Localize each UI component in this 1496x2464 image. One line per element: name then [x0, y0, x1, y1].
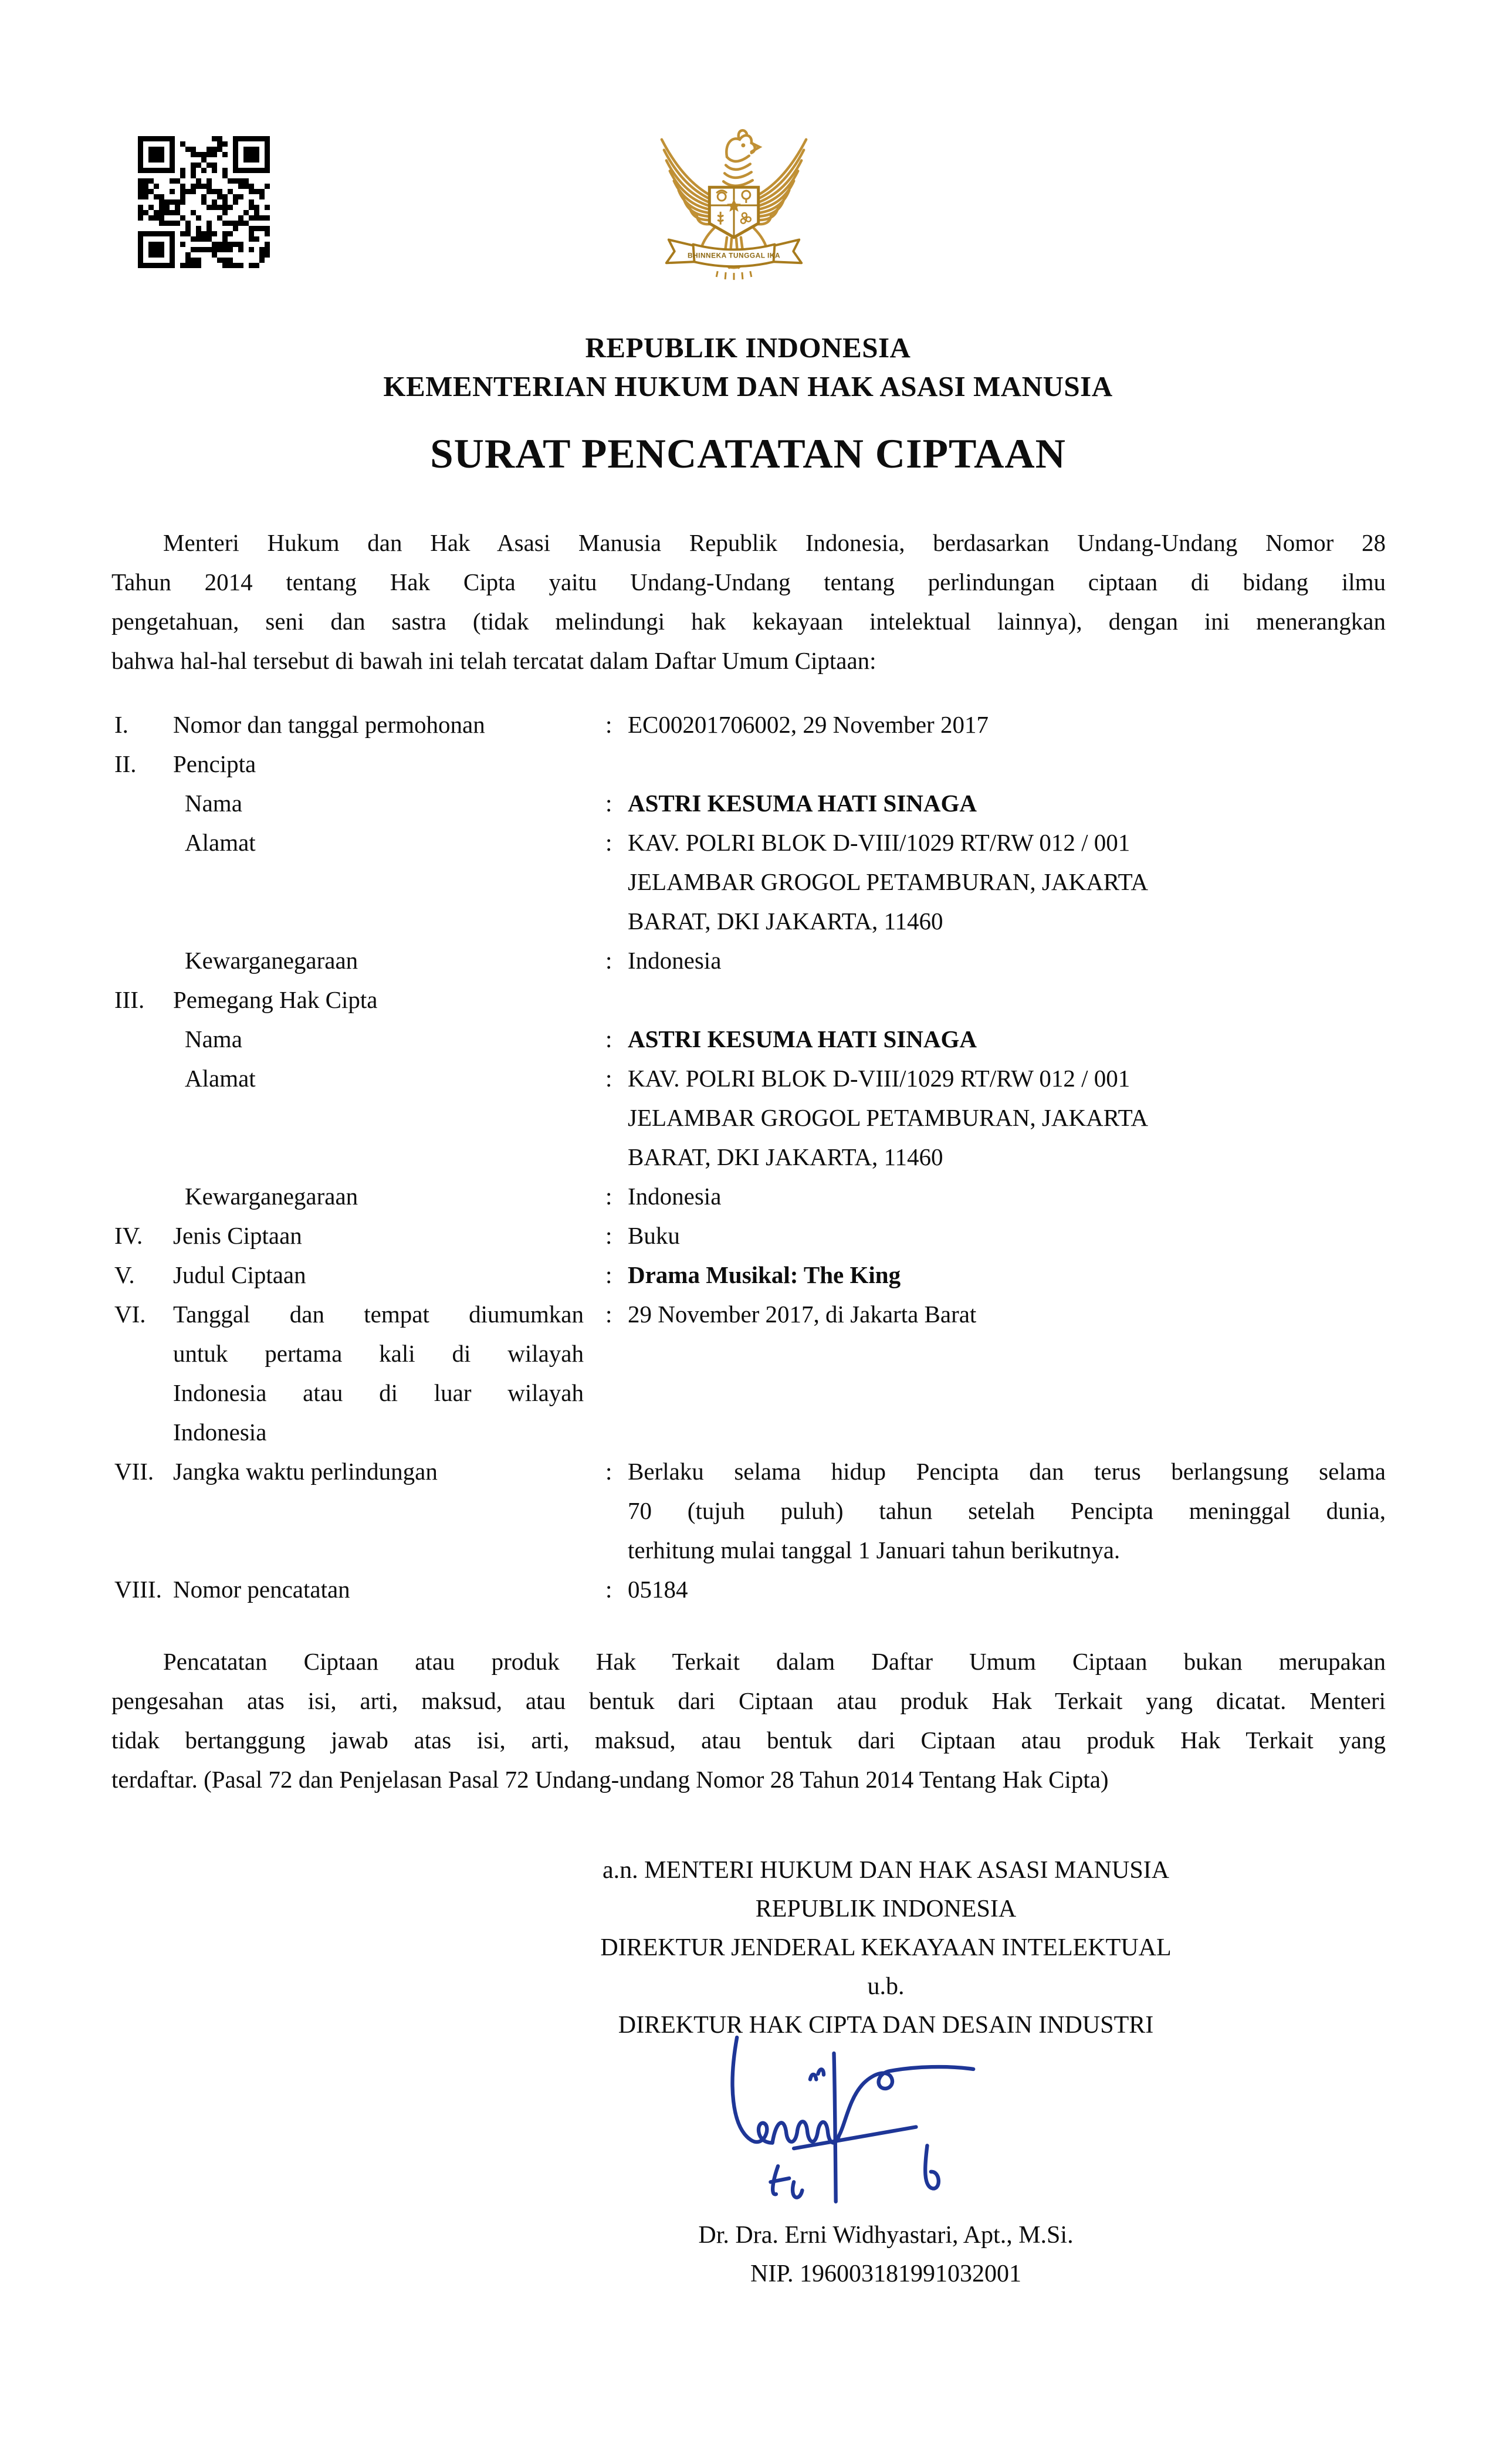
- item-colon: :: [605, 1222, 612, 1249]
- item-row-pencipta-alamat: [114, 823, 1386, 941]
- garuda-emblem-icon: [652, 116, 815, 291]
- item-row-nomor-permohonan: [114, 705, 1386, 744]
- item-row-pemegang-alamat: [114, 1059, 1386, 1177]
- item-numeral: V.: [114, 1261, 135, 1288]
- item-row-judul-ciptaan: [114, 1255, 1386, 1295]
- item-colon: :: [605, 1025, 612, 1052]
- item-label: Jenis Ciptaan: [173, 1222, 302, 1249]
- item-colon: :: [605, 1576, 612, 1603]
- item-row-nomor-pencatatan: [114, 1570, 1386, 1609]
- item-value: Indonesia: [628, 947, 722, 974]
- signer: [387, 2216, 1385, 2293]
- item-colon: :: [605, 1301, 612, 1328]
- intro-paragraph: Menteri Hukum dan Hak Asasi Manusia Republik Indonesia, berdasarkan Undang-Undang Nomor 28 Tahun 2014 tentang Hak Cipta yaitu Undang-Undang tentang perlindungan ciptaan di bidang ilmu pengetahuan, seni dan sastra (tidak melindungi hak kekayaan intelektual lainnya), dengan ini menerangkan bahwa hal-hal tersebut di bawah ini telah tercatat dalam Daftar Umum Ciptaan:: [111, 529, 1386, 674]
- item-row-jenis-ciptaan: [114, 1216, 1386, 1255]
- signature-authority-line5: DIREKTUR HAK CIPTA DAN DESAIN INDUSTRI: [618, 2012, 1154, 2039]
- item-label: Nomor pencatatan: [173, 1576, 350, 1603]
- item-label-multiline: Tanggal dan tempat diumumkan untuk pertama kali di wilayah Indonesia atau di luar wilayah Indonesia: [173, 1301, 584, 1446]
- item-label: Judul Ciptaan: [173, 1261, 306, 1288]
- signature-block: [387, 1851, 1385, 2293]
- garuda-emblem-svg: [652, 116, 815, 291]
- item-numeral: VII.: [114, 1458, 154, 1485]
- item-value-pencipta-alamat: KAV. POLRI BLOK D-VIII/1029 RT/RW 012 / 001 JELAMBAR GROGOL PETAMBURAN, JAKARTA BARAT, DKI JAKARTA, 11460: [628, 829, 1148, 935]
- item-value: EC00201706002, 29 November 2017: [628, 711, 989, 738]
- item-value-pemegang-nama: ASTRI KESUMA HATI SINAGA: [628, 1025, 977, 1052]
- item-row-pencipta-nama: [114, 784, 1386, 823]
- item-label: Pemegang Hak Cipta: [173, 986, 378, 1013]
- letterhead-country: REPUBLIK INDONESIA: [585, 331, 911, 364]
- item-row-pemegang-kewarganegaraan: [114, 1177, 1386, 1216]
- item-value-jenis: Buku: [628, 1222, 680, 1249]
- items-list: [114, 705, 1386, 1609]
- item-label: Nama: [185, 1025, 242, 1052]
- item-label: Pencipta: [173, 750, 256, 777]
- item-label: Jangka waktu perlindungan: [173, 1458, 438, 1485]
- item-row-pemegang-nama: [114, 1020, 1386, 1059]
- item-colon: :: [605, 1261, 612, 1288]
- item-label: Nomor dan tanggal permohonan: [173, 711, 485, 738]
- qr-code: [138, 136, 270, 268]
- item-value-pemegang-alamat: KAV. POLRI BLOK D-VIII/1029 RT/RW 012 / 001 JELAMBAR GROGOL PETAMBURAN, JAKARTA BARAT, DKI JAKARTA, 11460: [628, 1065, 1148, 1170]
- qr-code-image: [138, 136, 270, 268]
- letterhead: [0, 329, 1496, 406]
- closing-paragraph: Pencatatan Ciptaan atau produk Hak Terkait dalam Daftar Umum Ciptaan bukan merupakan pengesahan atas isi, arti, maksud, atau bentuk dari Ciptaan atau produk Hak Terkait yang dicatat. Menteri tidak bertanggung jawab atas isi, arti, maksud, atau bentuk dari Ciptaan atau produk Hak Terkait yang terdaftar. (Pasal 72 dan Penjelasan Pasal 72 Undang-undang Nomor 28 Tahun 2014 Tentang Hak Cipta): [111, 1648, 1386, 1793]
- motto-ribbon: [666, 240, 801, 280]
- signature-authority-line3: DIREKTUR JENDERAL KEKAYAAN INTELEKTUAL: [600, 1934, 1172, 1961]
- item-row-pemegang: [114, 980, 1386, 1020]
- item-value-pencipta-nama: ASTRI KESUMA HATI SINAGA: [628, 790, 977, 817]
- item-numeral: IV.: [114, 1222, 143, 1249]
- garuda-eye: [741, 143, 745, 147]
- handwritten-signature: [691, 2028, 1011, 2210]
- item-colon: :: [605, 829, 612, 856]
- motto-text: BHINNEKA TUNGGAL IKA: [687, 251, 781, 260]
- signature-authority-line2: REPUBLIK INDONESIA: [755, 1896, 1017, 1923]
- item-label: Alamat: [185, 1065, 256, 1092]
- page-title: SURAT PENCATATAN CIPTAAN: [430, 431, 1066, 477]
- item-numeral: II.: [114, 750, 137, 777]
- signature-ub: u.b.: [867, 1973, 905, 2000]
- item-colon: :: [605, 711, 612, 738]
- signer-nip: NIP. 196003181991032001: [750, 2260, 1022, 2287]
- item-value-jangka-waktu: Berlaku selama hidup Pencipta dan terus berlangsung selama 70 (tujuh puluh) tahun setelah Pencipta meninggal dunia, terhitung mulai tanggal 1 Januari tahun berikutnya.: [628, 1458, 1386, 1563]
- item-colon: :: [605, 1458, 612, 1485]
- item-numeral: I.: [114, 711, 128, 738]
- item-row-pencipta: [114, 744, 1386, 784]
- pancasila-shield: [709, 187, 758, 237]
- item-label: Nama: [185, 790, 242, 817]
- item-numeral: VI.: [114, 1301, 146, 1328]
- item-value: 29 November 2017, di Jakarta Barat: [628, 1301, 977, 1328]
- item-colon: :: [605, 947, 612, 974]
- item-colon: :: [605, 1065, 612, 1092]
- item-numeral: VIII.: [114, 1576, 162, 1603]
- item-row-tanggal-diumumkan: [114, 1295, 1386, 1452]
- letterhead-ministry: KEMENTERIAN HUKUM DAN HAK ASASI MANUSIA: [383, 370, 1113, 402]
- signature-authority-line1: a.n. MENTERI HUKUM DAN HAK ASASI MANUSIA: [603, 1857, 1169, 1884]
- item-colon: :: [605, 790, 612, 817]
- item-row-pencipta-kewarganegaraan: [114, 941, 1386, 980]
- item-row-jangka-waktu: [114, 1452, 1386, 1570]
- item-numeral: III.: [114, 986, 145, 1013]
- item-label: Kewarganegaraan: [185, 1183, 358, 1210]
- item-value-judul: Drama Musikal: The King: [628, 1261, 901, 1288]
- item-value-nomor-pencatatan: 05184: [628, 1576, 688, 1603]
- signer-name: Dr. Dra. Erni Widhyastari, Apt., M.Si.: [698, 2222, 1074, 2249]
- item-colon: :: [605, 1183, 612, 1210]
- item-label: Kewarganegaraan: [185, 947, 358, 974]
- item-label: Alamat: [185, 829, 256, 856]
- item-value: Indonesia: [628, 1183, 722, 1210]
